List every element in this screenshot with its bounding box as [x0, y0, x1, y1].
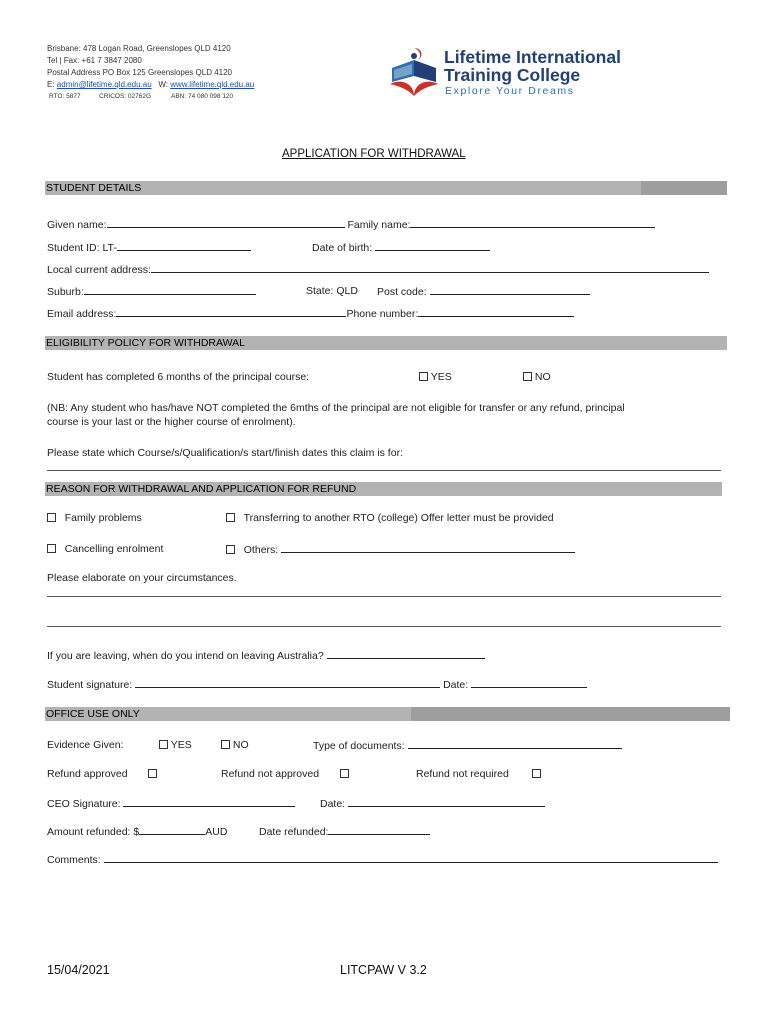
address-label: Local current address: [47, 264, 151, 276]
dob-input[interactable] [375, 241, 490, 251]
given-name-label: Given name: [47, 219, 107, 231]
email-row [47, 307, 574, 320]
section-student-details [45, 181, 727, 195]
reason-transfer-option [226, 512, 554, 524]
section-eligibility [45, 336, 727, 350]
refund-not-required-checkbox[interactable] [532, 769, 541, 778]
leaving-row [47, 649, 485, 662]
eligibility-note-line2: course is your last or the higher course of enrolment). [47, 416, 296, 428]
signature-date-label: Date: [443, 679, 469, 691]
eligibility-yes-option [419, 371, 452, 383]
comments-row [47, 853, 718, 866]
cancel-enrolment-checkbox[interactable] [47, 544, 56, 553]
elaborate-prompt: Please elaborate on your circumstances. [47, 572, 237, 584]
postcode-label: Post code: [377, 286, 427, 298]
evidence-label: Evidence Given: [47, 739, 124, 751]
student-id-row [47, 241, 251, 254]
section-reason [45, 482, 722, 496]
transfer-checkbox[interactable] [226, 513, 235, 522]
family-problems-label: Family problems [64, 512, 142, 524]
email-prefix: E: [47, 80, 55, 89]
family-problems-checkbox[interactable] [47, 513, 56, 522]
reason-others-option [226, 543, 575, 556]
web-prefix: W: [158, 80, 168, 89]
abn-number: ABN: 74 080 098 120 [171, 93, 234, 100]
cricos-number: CRICOS: 02762G [99, 93, 152, 100]
phone-input[interactable] [418, 307, 574, 317]
family-name-input[interactable] [410, 218, 655, 228]
suburb-input[interactable] [84, 285, 256, 295]
amount-row [47, 825, 227, 838]
student-signature-input[interactable] [135, 678, 440, 688]
header-address: Brisbane: 478 Logan Road, Greenslopes QLD 4120 [47, 44, 231, 53]
student-id-input[interactable] [117, 241, 251, 251]
ceo-signature-input[interactable] [123, 797, 295, 807]
suburb-label: Suburb: [47, 286, 84, 298]
refund-not-approved-checkbox[interactable] [340, 769, 349, 778]
signature-date-input[interactable] [471, 678, 587, 688]
elaborate-line-1[interactable] [47, 596, 721, 597]
leaving-date-input[interactable] [327, 649, 485, 659]
section-bar-accent [641, 181, 727, 195]
comments-label: Comments: [47, 854, 101, 866]
email-link[interactable]: admin@lifetime.qld.edu.au [56, 80, 152, 89]
amount-label: Amount refunded: $ [47, 826, 140, 838]
form-title: APPLICATION FOR WITHDRAWAL [282, 148, 466, 160]
section-heading: STUDENT DETAILS [46, 182, 142, 194]
section-heading: ELIGIBILITY POLICY FOR WITHDRAWAL [46, 337, 245, 349]
logo-name-line2: Training College [444, 65, 581, 85]
refund-not-approved-label: Refund not approved [221, 768, 320, 780]
evidence-no-option [221, 739, 249, 751]
eligibility-question: Student has completed 6 months of the principal course: [47, 371, 310, 383]
given-name-row [47, 218, 655, 231]
doc-type-row [313, 739, 622, 752]
dob-row [312, 241, 490, 254]
transfer-label: Transferring to another RTO (college) Offer letter must be provided [243, 512, 554, 524]
reason-family-option [47, 512, 142, 524]
dob-label: Date of birth: [312, 242, 373, 254]
email-input[interactable] [116, 307, 346, 317]
dates-prompt: Please state which Course/s/Qualification/s start/finish dates this claim is for: [47, 447, 403, 459]
others-input[interactable] [281, 543, 575, 553]
student-signature-label: Student signature: [47, 679, 133, 691]
ceo-signature-row [47, 797, 295, 810]
ceo-date-input[interactable] [348, 797, 545, 807]
refund-not-approved-option [221, 768, 349, 780]
postcode-input[interactable] [430, 285, 590, 295]
eligibility-yes-checkbox[interactable] [419, 372, 428, 381]
given-name-input[interactable] [107, 218, 345, 228]
evidence-no-checkbox[interactable] [221, 740, 230, 749]
evidence-yes-label: YES [170, 739, 192, 751]
rto-number: RTO: 5877 [49, 93, 81, 100]
ceo-date-label: Date: [320, 798, 346, 810]
postcode-row [377, 285, 590, 298]
reason-cancel-option [47, 543, 163, 555]
refund-not-required-label: Refund not required [416, 768, 509, 780]
evidence-no-label: NO [232, 739, 249, 751]
elaborate-line-2[interactable] [47, 626, 721, 627]
evidence-yes-option [159, 739, 192, 751]
header-contact-line [47, 79, 254, 91]
email-label: Email address: [47, 308, 117, 320]
section-office-use [45, 707, 730, 721]
refund-approved-option [47, 768, 157, 780]
footer-date: 15/04/2021 [47, 963, 110, 977]
leaving-label: If you are leaving, when do you intend on leaving Australia? [47, 650, 324, 662]
refund-approved-checkbox[interactable] [148, 769, 157, 778]
doc-type-input[interactable] [408, 739, 622, 749]
address-row [47, 263, 709, 276]
refund-approved-label: Refund approved [47, 768, 128, 780]
eligibility-no-label: NO [534, 371, 551, 383]
eligibility-no-checkbox[interactable] [523, 372, 532, 381]
others-label: Others: [243, 544, 279, 556]
date-refunded-row [259, 825, 430, 838]
college-logo-icon [384, 44, 444, 98]
suburb-row [47, 285, 256, 298]
logo-name-line1: Lifetime International [444, 47, 621, 67]
ceo-signature-label: CEO Signature: [47, 798, 121, 810]
state-label: State: QLD [306, 285, 358, 297]
section-heading: OFFICE USE ONLY [46, 708, 140, 720]
section-heading: REASON FOR WITHDRAWAL AND APPLICATION FOR REFUND [46, 483, 357, 495]
cancel-enrolment-label: Cancelling enrolment [64, 543, 164, 555]
ceo-date-row [320, 797, 545, 810]
eligibility-note-line1: (NB: Any student who has/have NOT completed the 6mths of the principal are not eligible for transfer or any refund, principal [47, 402, 625, 414]
evidence-yes-checkbox[interactable] [159, 740, 168, 749]
logo-tagline: Explore Your Dreams [445, 85, 575, 97]
doc-type-label: Type of documents: [313, 740, 405, 752]
section-bar-accent [411, 707, 730, 721]
others-checkbox[interactable] [226, 545, 235, 554]
aud-label: AUD [205, 826, 228, 838]
phone-label: Phone number: [346, 308, 419, 320]
eligibility-no-option [523, 371, 551, 383]
date-refunded-label: Date refunded: [259, 826, 329, 838]
header-postal: Postal Address PO Box 125 Greenslopes QLD 4120 [47, 68, 232, 77]
web-link[interactable]: www.lifetime.qld.edu.au [170, 80, 255, 89]
footer-version: LITCPAW V 3.2 [340, 963, 427, 977]
family-name-label: Family name: [347, 219, 411, 231]
eligibility-yes-label: YES [430, 371, 452, 383]
dates-input-line[interactable] [47, 470, 721, 471]
header-tel: Tel | Fax: +61 7 3847 2080 [47, 56, 142, 65]
student-id-label: Student ID: LT- [47, 242, 117, 254]
signature-row [47, 678, 587, 691]
refund-not-required-option [416, 768, 541, 780]
date-refunded-input[interactable] [328, 825, 430, 835]
address-input[interactable] [151, 263, 709, 273]
amount-input[interactable] [139, 825, 205, 835]
comments-input[interactable] [104, 853, 718, 863]
